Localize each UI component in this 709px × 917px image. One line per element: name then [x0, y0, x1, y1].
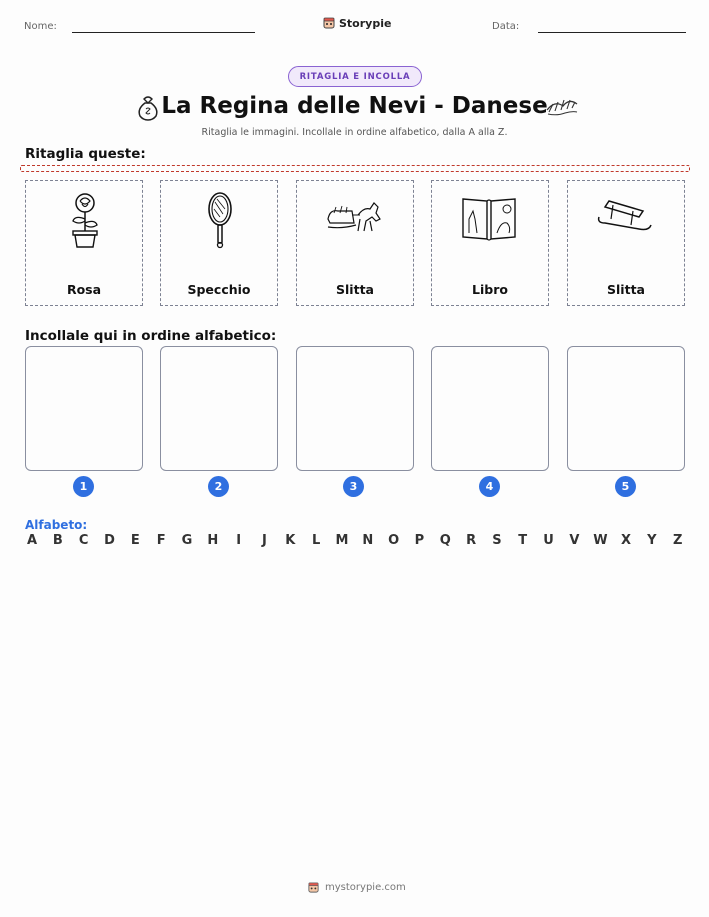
alphabet-letter: R — [466, 533, 477, 548]
alphabet-letter: G — [181, 533, 193, 548]
instructions: Ritaglia le immagini. Incollale in ordine alfabetico, dalla A alla Z. — [201, 127, 508, 138]
alphabet-letter: U — [543, 533, 554, 548]
activity-badge: RITAGLIA E INCOLLA — [288, 66, 422, 87]
paste-slot[interactable] — [296, 346, 414, 471]
alphabet-title: Alfabeto: — [25, 518, 88, 532]
alphabet-letter: T — [518, 533, 528, 548]
alphabet-letter: W — [593, 533, 608, 548]
cutout-card-mirror[interactable] — [160, 180, 278, 306]
cut-dashed-line — [20, 165, 690, 172]
cutout-card-sled[interactable] — [567, 180, 685, 306]
slot-number: 4 — [479, 476, 500, 497]
alphabet-letter: B — [52, 533, 63, 548]
alphabet-letter: J — [262, 533, 267, 548]
cutout-card-book[interactable] — [431, 180, 549, 306]
alphabet-letter: S — [492, 533, 502, 548]
footer-url: mystorypie.com — [325, 882, 406, 893]
alphabet-letter: P — [414, 533, 425, 548]
rose-pot-icon — [55, 189, 115, 249]
slot-number: 1 — [73, 476, 94, 497]
alphabet-letter: Q — [439, 533, 451, 548]
snowy-branch-icon — [545, 96, 579, 118]
card-label: Slitta — [336, 282, 374, 297]
card-label: Slitta — [607, 282, 645, 297]
slot-number: 3 — [343, 476, 364, 497]
alphabet-letter: C — [78, 533, 89, 548]
name-label: Nome: — [24, 21, 57, 32]
card-label: Rosa — [66, 282, 102, 297]
brand-logo — [322, 14, 392, 32]
alphabet-letter: Z — [672, 533, 683, 548]
alphabet-letter: N — [362, 533, 374, 548]
card-label: Libro — [472, 282, 508, 297]
alphabet-letter: V — [569, 533, 580, 548]
alphabet-letter: D — [104, 533, 115, 548]
paste-slot[interactable] — [567, 346, 685, 471]
picture-book-icon — [452, 189, 526, 249]
alphabet-letter: I — [236, 533, 242, 548]
cutout-card-horse-sleigh[interactable] — [296, 180, 414, 306]
brand-name: Storypie — [339, 16, 392, 30]
paste-slot[interactable] — [160, 346, 278, 471]
slot-number: 2 — [208, 476, 229, 497]
paste-slot[interactable] — [25, 346, 143, 471]
slot-number: 5 — [615, 476, 636, 497]
date-line — [538, 32, 686, 33]
alphabet-letter: M — [335, 533, 349, 548]
alphabet-letter: K — [285, 533, 296, 548]
card-label: Specchio — [187, 282, 251, 297]
paste-heading: Incollale qui in ordine alfabetico: — [25, 328, 277, 344]
sled-icon — [590, 189, 660, 249]
alphabet-letter: F — [156, 533, 166, 548]
alphabet-letter: E — [130, 533, 140, 548]
page-title: La Regina delle Nevi - Danese — [161, 93, 548, 119]
alphabet-letter: L — [311, 533, 321, 548]
cutout-card-rose[interactable] — [25, 180, 143, 306]
footer — [307, 881, 406, 894]
alphabet-letter: Y — [647, 533, 657, 548]
storypie-mascot-icon — [322, 16, 336, 30]
hand-mirror-icon — [190, 189, 250, 249]
paste-slot[interactable] — [431, 346, 549, 471]
alphabet-letter: X — [621, 533, 632, 548]
alphabet-letter: O — [388, 533, 400, 548]
alphabet-letter: A — [26, 533, 38, 548]
cut-heading: Ritaglia queste: — [25, 146, 146, 162]
date-label: Data: — [492, 21, 520, 32]
storypie-mascot-icon — [307, 881, 320, 894]
name-line — [72, 32, 255, 33]
alphabet-letter: H — [207, 533, 219, 548]
horse-sleigh-icon — [317, 189, 395, 249]
alphabet-row — [25, 533, 685, 548]
